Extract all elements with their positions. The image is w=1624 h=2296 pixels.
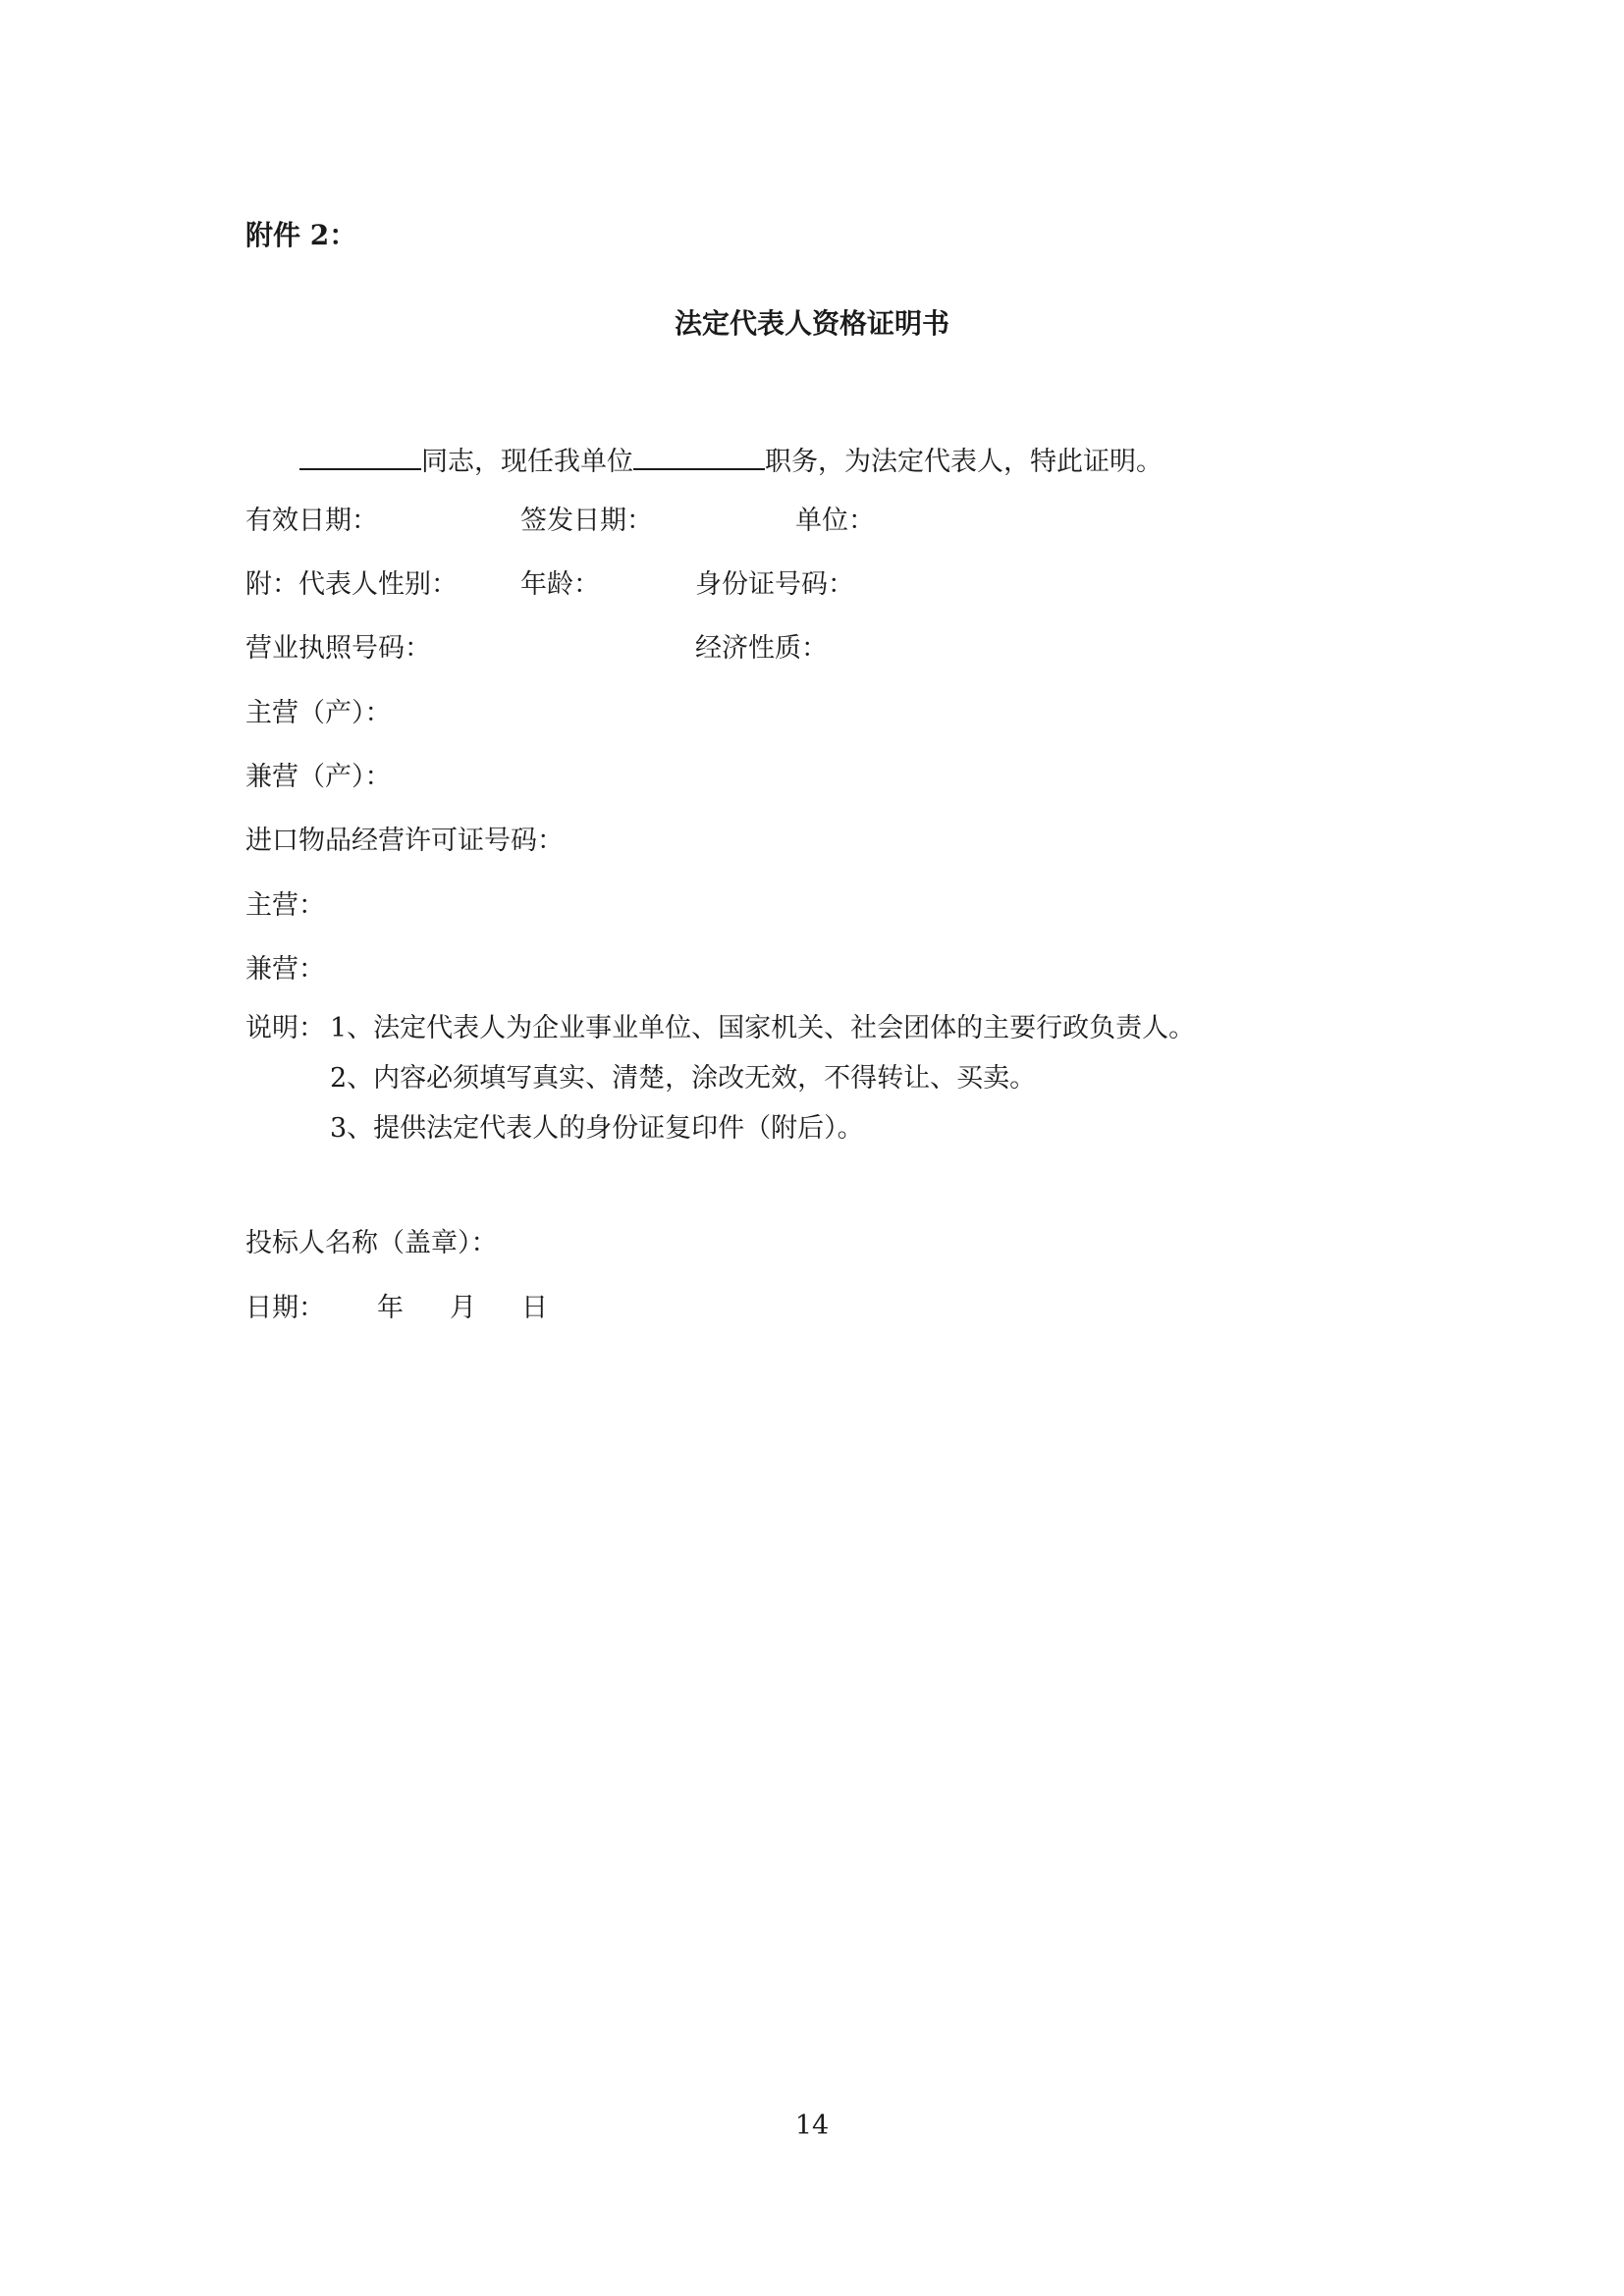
economic-nature-label: 经济性质：: [695, 633, 828, 664]
month-label: 月: [450, 1293, 476, 1323]
valid-date-label: 有效日期：: [245, 506, 378, 536]
issue-date-label: 签发日期：: [520, 506, 653, 536]
position-blank[interactable]: [633, 439, 765, 470]
side-label: 兼营：: [245, 954, 325, 985]
license-number-label: 营业执照号码：: [245, 633, 431, 664]
attachment-label: 附件 2：: [245, 219, 357, 251]
side-business-label: 兼营（产）：: [245, 762, 392, 792]
notes-label: 说明：: [245, 1013, 325, 1043]
note-item-1: 1、法定代表人为企业事业单位、国家机关、社会团体的主要行政负责人。: [330, 1013, 1196, 1043]
unit-label: 单位：: [795, 506, 875, 536]
page-number: 14: [794, 2110, 830, 2141]
main-label: 主营：: [245, 890, 325, 921]
id-number-label: 身份证号码：: [695, 569, 854, 600]
intro-part1: 同志，现任我单位: [421, 447, 633, 477]
note-item-3: 3、提供法定代表人的身份证复印件（附后）。: [330, 1113, 864, 1144]
name-blank[interactable]: [299, 439, 421, 470]
document-title: 法定代表人资格证明书: [674, 307, 949, 340]
import-license-label: 进口物品经营许可证号码：: [245, 826, 564, 856]
day-label: 日: [521, 1293, 548, 1323]
intro-paragraph: [299, 439, 1163, 480]
intro-part2: 职务，为法定代表人，特此证明。: [765, 447, 1163, 477]
note-item-2: 2、内容必须填写真实、清楚，涂改无效，不得转让、买卖。: [330, 1063, 1037, 1094]
bidder-name-label: 投标人名称（盖章）：: [245, 1228, 498, 1258]
age-label: 年龄：: [520, 569, 600, 600]
year-label: 年: [377, 1293, 404, 1323]
main-business-label: 主营（产）：: [245, 698, 392, 728]
rep-gender-label: 附：代表人性别：: [245, 569, 458, 600]
date-label: 日期：: [245, 1293, 325, 1323]
